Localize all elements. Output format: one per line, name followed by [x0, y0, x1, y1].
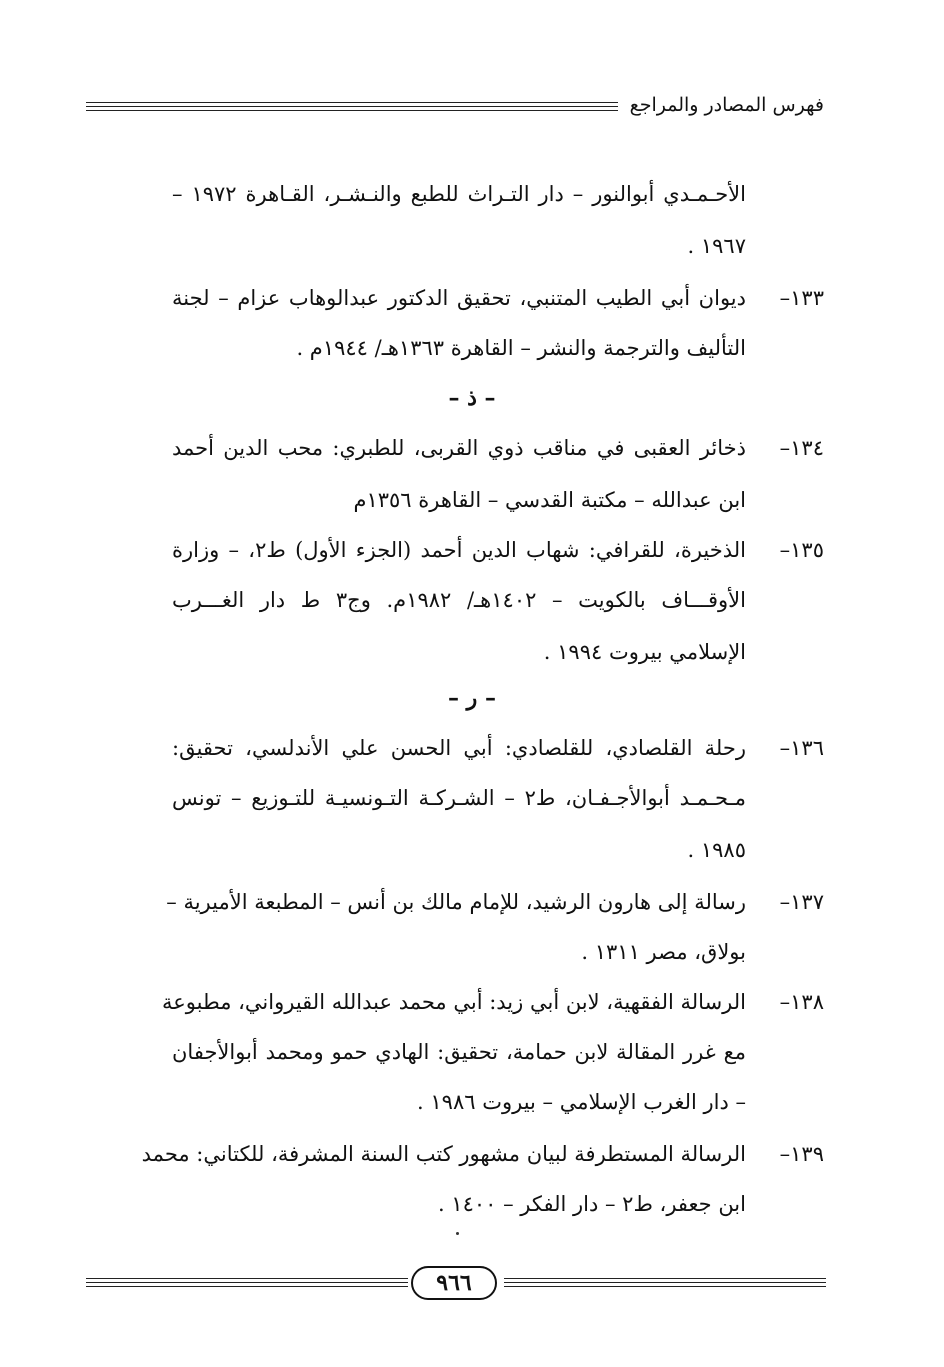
header-rule [86, 102, 618, 103]
entry-line: رحلة القلصادي، للقلصادي: أبي الحسن علي الأندلسي، تحقيق: [172, 736, 746, 760]
entry-line: الرسالة المستطرفة لبيان مشهور كتب السنة المشرفة، للكتاني: محمد [141, 1142, 746, 1166]
header-rule [86, 106, 618, 107]
entry-line: الإسلامي بيروت ١٩٩٤ . [543, 640, 746, 664]
entry-line: الرسالة الفقهية، لابن أبي زيد: أبي محمد عبدالله القيرواني، مطبوعة [162, 990, 746, 1014]
entry-line: ١٩٦٧ . [687, 234, 746, 258]
running-header [86, 92, 824, 122]
entry-line: بولاق، مصر ١٣١١ . [581, 940, 746, 964]
footer-rule [504, 1278, 826, 1279]
entry-line: مـحـمـد أبوالأجـفـان، ط٢ – الشـركـة التـونسيـة للتـوزيع – تونس [172, 786, 746, 810]
entry-line: الذخيرة، للقرافي: شهاب الدين أحمد (الجزء الأول) ط٢، – وزارة [172, 538, 746, 562]
footer-rule [504, 1282, 826, 1283]
section-heading: – ر – [448, 685, 496, 711]
footer-rule [86, 1286, 408, 1287]
entry-line: ابن عبدالله – مكتبة القدسي – القاهرة ١٣٥٦م [353, 488, 746, 512]
header-rule [86, 110, 618, 111]
entry-line: الأحـمـدي أبوالنور – دار التـراث للطبع والنـشـر، القـاهرة ١٩٧٢ – [172, 182, 746, 206]
entry-line: ذخائر العقبى في مناقب ذوي القربى، للطبري: محب الدين أحمد [172, 436, 746, 460]
entry-line: رسالة إلى هارون الرشيد، للإمام مالك بن أنس – المطبعة الأميرية – [166, 890, 746, 914]
entry-number: ١٣٤– [779, 436, 824, 460]
section-heading: – ذ – [448, 385, 496, 411]
entry-line: ديوان أبي الطيب المتنبي، تحقيق الدكتور عبدالوهاب عزام – لجنة [172, 286, 746, 310]
running-header-title: فهرس المصادر والمراجع [629, 94, 824, 116]
page-footer [86, 1266, 826, 1306]
entry-number: ١٣٣– [779, 286, 824, 310]
entry-line: – دار الغرب الإسلامي – بيروت ١٩٨٦ . [417, 1090, 746, 1114]
entry-line: التأليف والترجمة والنشر – القاهرة ١٣٦٣هـ/ ١٩٤٤م . [296, 336, 746, 360]
stray-dot [456, 1232, 459, 1235]
page-number: ٩٦٦ [411, 1266, 497, 1300]
footer-rule [86, 1278, 408, 1279]
entry-line: ابن جعفر، ط٢ – دار الفكر – ١٤٠٠ . [437, 1192, 746, 1216]
footer-rule [504, 1286, 826, 1287]
entry-number: ١٣٧– [779, 890, 824, 914]
entry-number: ١٣٨– [779, 990, 824, 1014]
entry-line: الأوقـــاف بالكويت – ١٤٠٢هـ/ ١٩٨٢م. وج٣ ط دار الغـــرب [172, 588, 746, 612]
entry-number: ١٣٦– [779, 736, 824, 760]
entry-line: مع غرر المقالة لابن حمامة، تحقيق: الهادي حمو ومحمد أبوالأجفان [172, 1040, 746, 1064]
entry-line: ١٩٨٥ . [687, 838, 746, 862]
entry-number: ١٣٩– [779, 1142, 824, 1166]
entry-number: ١٣٥– [779, 538, 824, 562]
footer-rule [86, 1282, 408, 1283]
